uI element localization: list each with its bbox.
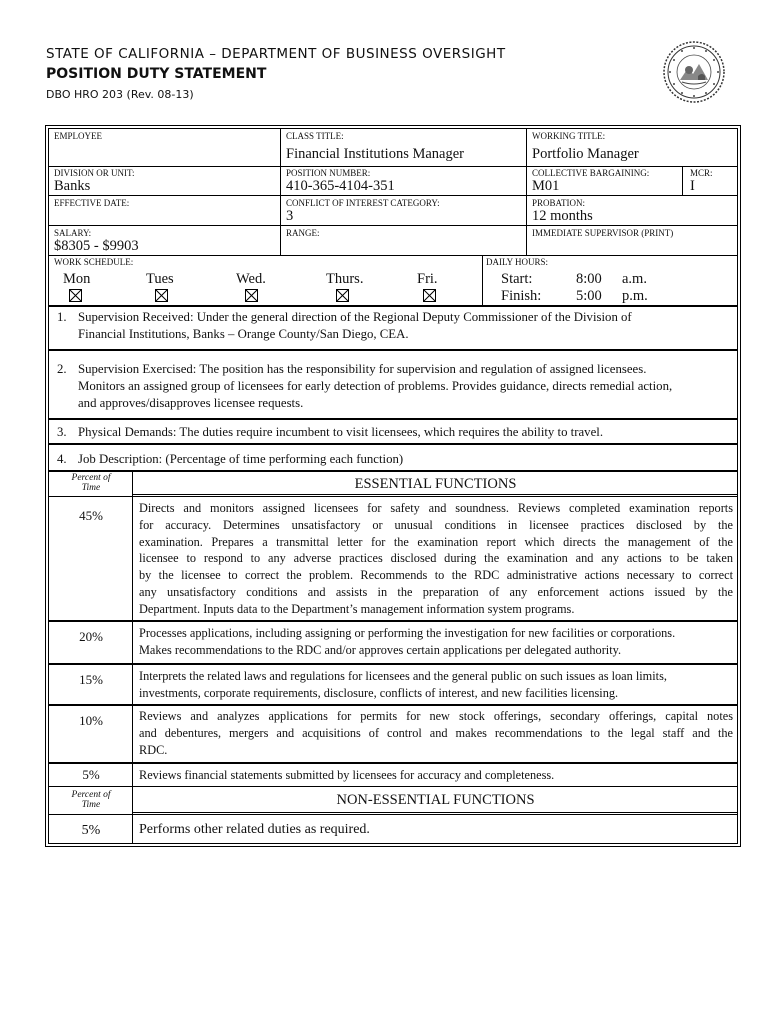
section-text-line: and approves/disapproves licensee requests.: [78, 396, 304, 410]
section-number: 4.: [57, 452, 67, 466]
position-number-label: POSITION NUMBER:: [286, 168, 371, 178]
effective-date-label: EFFECTIVE DATE:: [54, 198, 130, 208]
working-title-label: WORKING TITLE:: [532, 131, 606, 141]
salary-label: SALARY:: [54, 228, 92, 238]
essential-functions-title: ESSENTIAL FUNCTIONS: [354, 476, 517, 492]
section-supervision-exercised: [57, 361, 733, 415]
day-wed: Wed.: [236, 271, 266, 287]
conflict-value[interactable]: 3: [286, 208, 294, 224]
function-percent: 10%: [79, 713, 103, 728]
start-time[interactable]: 8:00: [576, 271, 602, 287]
function-description: Directs and monitors assigned licensees for safety and soundness. Reviews completed examination reports for accuracy. Determines unsatisfactory or unusual conditions in licensee practices disclosed by the examination. Prepares a transmittal letter for the examination report which directs the management of the licensee to respond to any adverse practices disclosed during the examination and any actions to be taken by the licensee to correct the problem. Recommends to the RDC administrative actions necessary to correct any unsatisfactory conditions and assists in the preparation of any enforcement actions issued by the Department. Inputs data to the Department’s management information system programs.: [139, 501, 733, 616]
employee-label: EMPLOYEE: [54, 131, 102, 141]
section-number: 1.: [57, 310, 67, 324]
percent-time-header: Percent of Time: [71, 473, 111, 493]
section-supervision-received: [57, 309, 733, 345]
finish-ampm: p.m.: [622, 288, 648, 304]
section-text-line: Physical Demands: The duties require incumbent to visit licensees, which requires the ability to travel.: [78, 425, 604, 439]
nonessential-functions-title: NON-ESSENTIAL FUNCTIONS: [336, 792, 535, 808]
section-number: 2.: [57, 362, 67, 376]
day-mon: Mon: [63, 271, 91, 287]
probation-value[interactable]: 12 months: [532, 208, 593, 224]
section-text-line: Financial Institutions, Banks – Orange County/San Diego, CEA.: [78, 327, 409, 341]
division-value[interactable]: Banks: [54, 178, 91, 194]
supervisor-label: IMMEDIATE SUPERVISOR (PRINT): [532, 228, 674, 238]
start-ampm: a.m.: [622, 271, 647, 287]
class-title-label: CLASS TITLE:: [286, 131, 344, 141]
function-description: Performs other related duties as required.: [139, 822, 370, 837]
conflict-label: CONFLICT OF INTEREST CATEGORY:: [286, 198, 440, 208]
work-schedule-label: WORK SCHEDULE:: [54, 257, 134, 267]
checkbox-wed[interactable]: [245, 289, 258, 302]
bargaining-value[interactable]: M01: [532, 178, 560, 194]
daily-hours-label: DAILY HOURS:: [486, 257, 549, 267]
range-label: RANGE:: [286, 228, 320, 238]
class-title-value[interactable]: Financial Institutions Manager: [286, 146, 464, 162]
checkbox-thurs[interactable]: [336, 289, 349, 302]
position-number-value[interactable]: 410-365-4104-351: [286, 178, 395, 194]
section-number: 3.: [57, 425, 67, 439]
percent-time-header: Percent of Time: [71, 790, 111, 810]
form-id: DBO HRO 203 (Rev. 08-13): [46, 88, 194, 101]
bargaining-label: COLLECTIVE BARGAINING:: [532, 168, 650, 178]
day-thurs: Thurs.: [326, 271, 364, 287]
finish-label: Finish:: [501, 288, 542, 304]
function-description: Reviews financial statements submitted by licensees for accuracy and completeness.: [139, 768, 555, 782]
function-description: Interprets the related laws and regulations for licensees and the general public on such issues as loan limits, investments, corporate requirements, disclosure, conflicts of interest, and new facilities licensing.: [139, 669, 667, 700]
checkbox-fri[interactable]: [423, 289, 436, 302]
section-text-line: Supervision Exercised: The position has the responsibility for supervision and regulation of assigned licensees.: [78, 362, 647, 376]
duty-statement-form: [45, 125, 741, 847]
division-label: DIVISION OR UNIT:: [54, 168, 135, 178]
checkbox-tues[interactable]: [155, 289, 168, 302]
section-job-description: [57, 451, 733, 469]
section-text-line: Monitors an assigned group of licensees for early detection of problems. Provides guidance, directs remedial action,: [78, 379, 673, 393]
start-label: Start:: [501, 271, 533, 287]
finish-time[interactable]: 5:00: [576, 288, 602, 304]
function-description: Processes applications, including assigning or performing the investigation for new facilities or corporations. Makes recommendations to the RDC and/or approves certain applications per delegated authority.: [139, 626, 676, 657]
agency-header: STATE OF CALIFORNIA – DEPARTMENT OF BUSINESS OVERSIGHT: [46, 46, 506, 62]
function-description: Reviews and analyzes applications for permits for new stock offerings, secondary offerings, capital notes and debentures, mergers and acquisitions of control and makes recommendations to the legal staff and the RDC.: [139, 709, 733, 757]
probation-label: PROBATION:: [532, 198, 586, 208]
function-percent: 15%: [79, 672, 103, 687]
day-tues: Tues: [146, 271, 174, 287]
mcr-value[interactable]: I: [690, 178, 695, 194]
day-fri: Fri.: [417, 271, 438, 287]
salary-value[interactable]: $8305 - $9903: [54, 238, 139, 254]
checkbox-mon[interactable]: [69, 289, 82, 302]
form-title: POSITION DUTY STATEMENT: [46, 66, 267, 82]
function-percent: 5%: [82, 767, 100, 782]
section-text-line: Job Description: (Percentage of time performing each function): [78, 452, 404, 466]
mcr-label: MCR:: [690, 168, 713, 178]
state-seal-icon: [662, 40, 726, 104]
working-title-value[interactable]: Portfolio Manager: [532, 146, 639, 162]
function-percent: 20%: [79, 629, 103, 644]
section-text-line: Supervision Received: Under the general direction of the Regional Deputy Commissioner of the Division of: [78, 310, 632, 324]
section-physical-demands: [57, 424, 733, 442]
function-percent: 45%: [79, 508, 103, 523]
function-percent: 5%: [81, 823, 101, 838]
